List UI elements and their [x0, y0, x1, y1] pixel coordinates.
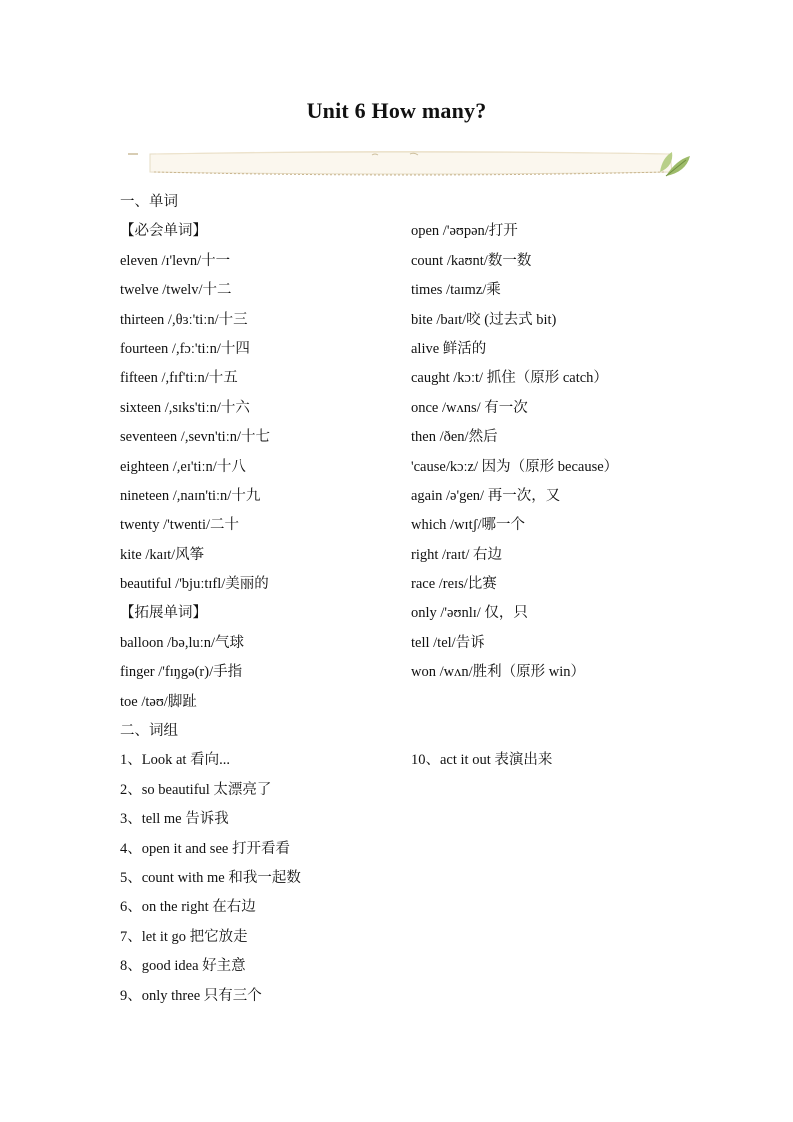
- right-column-line: won /wʌn/胜利（原形 win）: [411, 664, 585, 681]
- vocabulary-left-column: [120, 188, 400, 1011]
- right-column-line: caught /kɔːt/ 抓住（原形 catch）: [411, 370, 608, 387]
- left-column-line: fifteen /,fɪf'tiːn/十五: [120, 370, 238, 387]
- left-column-line: 6、on the right 在右边: [120, 899, 256, 916]
- right-column-line: which /wɪtʃ/哪一个: [411, 517, 525, 534]
- right-column-line: [411, 688, 711, 717]
- left-column-line: twenty /'twenti/二十: [120, 517, 240, 534]
- right-column-line: [411, 188, 711, 217]
- right-column-line: bite /baɪt/咬 (过去式 bit): [411, 311, 557, 328]
- right-column-line: 'cause/kɔːz/ 因为（原形 because）: [411, 458, 619, 475]
- vocabulary-right-column: [411, 188, 711, 776]
- left-column-line: beautiful /'bjuːtɪfl/美丽的: [120, 576, 269, 593]
- right-column-line: tell /tel/告诉: [411, 634, 485, 651]
- left-column-line: fourteen /,fɔː'tiːn/十四: [120, 340, 250, 357]
- right-column-line: race /reɪs/比赛: [411, 576, 497, 593]
- page-title: Unit 6 How many?: [306, 98, 487, 123]
- right-column-line: count /kaʊnt/数一数: [411, 252, 532, 269]
- left-column-line: 7、let it go 把它放走: [120, 928, 248, 945]
- right-column-line: times /taɪmz/乘: [411, 282, 501, 299]
- decorative-banner: [110, 138, 690, 186]
- left-column-line: twelve /twelv/十二: [120, 282, 232, 299]
- right-column-line: open /'əʊpən/打开: [411, 223, 518, 240]
- right-column-line: only /'əʊnlɪ/ 仅，只: [411, 605, 528, 622]
- left-column-line: 8、good idea 好主意: [120, 958, 246, 975]
- left-column-line: 9、only three 只有三个: [120, 987, 262, 1004]
- left-column-line: thirteen /,θɜː'tiːn/十三: [120, 311, 248, 328]
- left-column-line: eleven /ɪ'levn/十一: [120, 252, 231, 269]
- right-column-line: right /raɪt/ 右边: [411, 546, 503, 563]
- right-column-line: then /ðen/然后: [411, 429, 498, 446]
- left-column-line: seventeen /,sevn'tiːn/十七: [120, 429, 270, 446]
- left-column-line: toe /təʊ/脚趾: [120, 693, 197, 710]
- right-column-line: again /ə'gen/ 再一次，又: [411, 487, 561, 504]
- left-column-line: 2、so beautiful 太漂亮了: [120, 781, 272, 798]
- left-column-line: 一、单词: [120, 194, 178, 210]
- right-column-line: once /wʌns/ 有一次: [411, 399, 528, 416]
- left-column-line: kite /kaɪt/风筝: [120, 546, 205, 563]
- left-column-line: 4、open it and see 打开看看: [120, 840, 290, 857]
- left-column-line: 二、词组: [120, 723, 178, 740]
- right-column-line: alive 鲜活的: [411, 340, 487, 357]
- left-column-line: nineteen /,naɪn'tiːn/十九: [120, 487, 261, 504]
- left-column-line: 5、count with me 和我一起数: [120, 869, 301, 886]
- right-column-line: 10、act it out 表演出来: [411, 752, 553, 769]
- left-column-line: balloon /bə,luːn/气球: [120, 634, 245, 651]
- left-column-line: sixteen /,sɪks'tiːn/十六: [120, 399, 250, 416]
- left-column-line: 1、Look at 看向...: [120, 752, 230, 769]
- left-column-line: 【拓展单词】: [120, 605, 207, 622]
- left-column-line: 【必会单词】: [120, 223, 207, 240]
- left-column-line: finger /'fɪŋgə(r)/手指: [120, 664, 243, 681]
- right-column-line: [411, 717, 711, 746]
- left-column-line: 3、tell me 告诉我: [120, 811, 229, 828]
- left-column-line: eighteen /,eɪ'tiːn/十八: [120, 458, 246, 475]
